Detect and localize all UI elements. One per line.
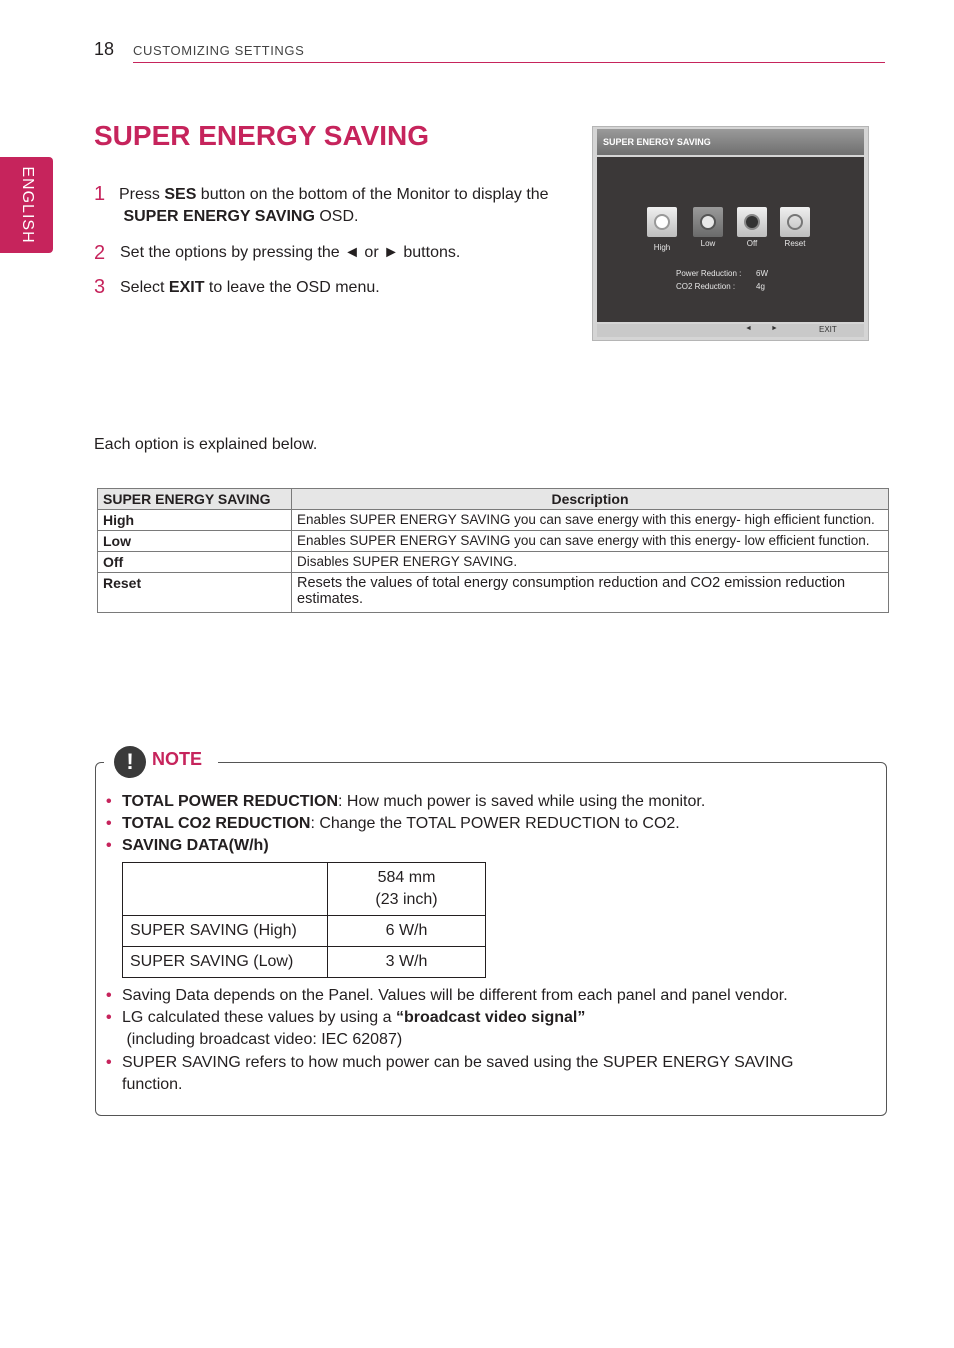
osd-co2-label: CO2 Reduction : — [676, 282, 736, 291]
osd-screenshot — [592, 126, 869, 341]
osd-title-bar — [597, 129, 864, 155]
table-row — [98, 531, 889, 552]
bulb-off-icon — [744, 214, 760, 230]
step-1-number: 1 — [94, 183, 106, 205]
step-3-exit: EXIT — [168, 279, 205, 296]
option-name: Off — [98, 552, 292, 573]
saving-value: 6 W/h — [328, 916, 486, 947]
osd-off-button[interactable] — [737, 207, 767, 237]
header-divider — [133, 62, 885, 63]
option-description: Enables SUPER ENERGY SAVING you can save energy with this energy- low efficient function. — [292, 531, 889, 552]
size-inch: (23 inch) — [375, 891, 438, 908]
step-1-text-pre: Press — [119, 186, 165, 203]
osd-high-button[interactable] — [647, 207, 677, 237]
table-row — [98, 573, 889, 613]
step-1 — [119, 184, 589, 228]
osd-reset-button[interactable] — [780, 207, 810, 237]
table-row — [98, 510, 889, 531]
step-3 — [120, 277, 380, 299]
note-saving-title: SAVING DATA(W/h) — [122, 837, 269, 854]
osd-label-high: High — [653, 243, 671, 252]
note-super-saving-line2: function. — [122, 1076, 183, 1093]
osd-right-arrow[interactable]: ► — [771, 325, 778, 332]
table-row — [123, 863, 486, 916]
note-label: NOTE — [152, 749, 203, 769]
step-3-number: 3 — [94, 276, 106, 298]
step-1-osd-name: SUPER ENERGY SAVING — [123, 208, 315, 225]
osd-bottom-bar — [597, 324, 864, 337]
option-description: Enables SUPER ENERGY SAVING you can save energy with this energy- high efficient function. — [292, 510, 889, 531]
osd-title: SUPER ENERGY SAVING — [603, 137, 711, 147]
table-header-row — [98, 489, 889, 510]
note-power-text: : How much power is saved while using the monitor. — [338, 793, 706, 810]
bullet-dot: • — [106, 837, 112, 854]
osd-label-reset: Reset — [784, 239, 806, 248]
osd-power-label: Power Reduction : — [676, 269, 742, 278]
saving-data-table — [122, 862, 486, 978]
bullet-dot: • — [106, 815, 112, 832]
note-co2-title: TOTAL CO2 REDUCTION — [122, 815, 311, 832]
table-header-description: Description — [292, 489, 889, 510]
step-2: Set the options by pressing the ◄ or ► buttons. — [120, 244, 461, 261]
note-broadcast-bold: “broadcast video signal” — [395, 1009, 586, 1026]
table-row — [98, 552, 889, 573]
table-header-option: SUPER ENERGY SAVING — [98, 489, 292, 510]
saving-value: 3 W/h — [328, 947, 486, 978]
step-3-text-pre: Select — [120, 279, 169, 296]
osd-left-arrow[interactable]: ◄ — [745, 325, 752, 332]
bullet-dot: • — [106, 1054, 112, 1071]
osd-co2-value: 4g — [756, 282, 765, 291]
note-co2-text: : Change the TOTAL POWER REDUCTION to CO2. — [310, 815, 680, 832]
osd-panel — [597, 157, 864, 322]
bulb-high-icon — [654, 214, 670, 230]
page-title: SUPER ENERGY SAVING — [94, 120, 430, 151]
table-row — [123, 947, 486, 978]
intro-text: Each option is explained below. — [94, 436, 318, 453]
osd-label-off: Off — [746, 239, 758, 248]
note-broadcast-text: LG calculated these values by using a — [122, 1009, 396, 1026]
step-1-text-mid: button on the bottom of the Monitor to display the — [196, 186, 549, 203]
table-row — [123, 916, 486, 947]
language-tab — [0, 157, 53, 253]
saving-table-corner — [123, 863, 328, 916]
note-broadcast-line2: (including broadcast video: IEC 62087) — [126, 1031, 403, 1048]
step-1-ses: SES — [164, 186, 197, 203]
bullet-dot: • — [106, 987, 112, 1004]
options-table — [97, 488, 889, 613]
option-description: Disables SUPER ENERGY SAVING. — [292, 552, 889, 573]
option-description: Resets the values of total energy consumption reduction and CO2 emission reduction estimates. — [292, 573, 889, 613]
saving-table-size — [328, 863, 486, 916]
note-power-title: TOTAL POWER REDUCTION — [122, 793, 338, 810]
size-mm: 584 mm — [377, 869, 436, 886]
step-1-text-post: OSD. — [314, 208, 359, 225]
note-panel-text: Saving Data depends on the Panel. Values will be different from each panel and panel vendor. — [122, 987, 788, 1004]
saving-mode: SUPER SAVING (High) — [123, 916, 328, 947]
option-name: Reset — [98, 573, 292, 613]
osd-exit-button[interactable]: EXIT — [819, 325, 837, 334]
saving-mode: SUPER SAVING (Low) — [123, 947, 328, 978]
bullet-dot: • — [106, 1009, 112, 1026]
osd-power-value: 6W — [756, 269, 768, 278]
osd-label-low: Low — [700, 239, 716, 248]
osd-low-button[interactable] — [693, 207, 723, 237]
page-number: 18 — [94, 39, 115, 59]
step-3-text-post: to leave the OSD menu. — [204, 279, 380, 296]
option-name: High — [98, 510, 292, 531]
note-super-saving-line1: SUPER SAVING refers to how much power can be saved using the SUPER ENERGY SAVING — [122, 1054, 794, 1071]
bullet-dot: • — [106, 793, 112, 810]
reset-icon — [787, 214, 803, 230]
option-name: Low — [98, 531, 292, 552]
step-2-number: 2 — [94, 242, 106, 264]
warning-icon: ! — [114, 746, 146, 778]
section-title: CUSTOMIZING SETTINGS — [133, 43, 305, 58]
bulb-low-icon — [700, 214, 716, 230]
language-tab-label: ENGLISH — [18, 166, 36, 244]
